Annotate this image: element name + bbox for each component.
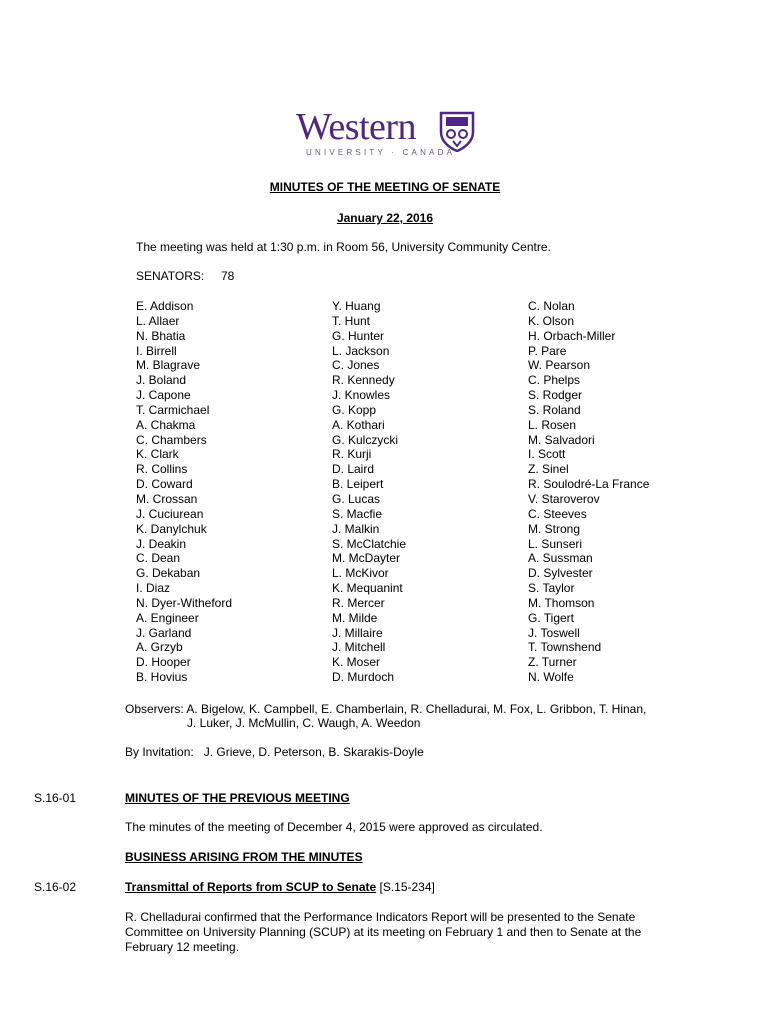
senator-name: C. Nolan: [528, 299, 575, 313]
senator-name: D. Hooper: [136, 655, 191, 670]
senator-name: J. Boland: [136, 373, 187, 388]
senator-name: J. Millaire: [332, 625, 383, 640]
senator-name: G. Hunter: [332, 328, 385, 343]
senator-name: G. Dekaban: [136, 566, 201, 581]
senator-name: K. Olson: [528, 313, 575, 328]
senators-heading: [136, 269, 234, 284]
senator-name: G. Kulczycki: [332, 432, 399, 447]
senator-name: N. Wolfe: [528, 670, 574, 685]
senator-name: V. Staroverov: [528, 491, 600, 506]
senator-name: L. McKivor: [332, 566, 389, 581]
senator-name: R. Collins: [136, 462, 188, 477]
senator-name: R. Mercer: [332, 595, 385, 610]
senator-name: D. Murdoch: [332, 670, 395, 685]
previous-minutes-text: The minutes of the meeting of December 4, 2015 were approved as circulated.: [125, 820, 543, 834]
senator-name: M. Thomson: [528, 595, 595, 610]
item-code-s16-02: S.16-02: [34, 880, 77, 894]
senator-name: T. Hunt: [332, 313, 371, 328]
senator-name: N. Dyer-Witheford: [136, 595, 233, 610]
senator-name: I. Scott: [528, 447, 566, 462]
section-heading-previous-minutes: MINUTES OF THE PREVIOUS MEETING: [125, 791, 350, 805]
senator-name: C. Phelps: [528, 373, 581, 388]
senator-name: Z. Sinel: [528, 462, 569, 477]
senator-name: M. Crossan: [136, 491, 198, 506]
senator-name: K. Danylchuk: [136, 521, 207, 536]
senator-name: A. Grzyb: [136, 640, 183, 655]
senator-name: L. Rosen: [528, 417, 577, 432]
senator-name: I. Birrell: [136, 343, 177, 358]
senator-name: C. Dean: [136, 551, 181, 566]
senator-name: I. Diaz: [136, 581, 171, 596]
senator-name: L. Allaer: [136, 313, 180, 328]
senator-name: T. Townshend: [528, 640, 602, 655]
senator-name: R. Soulodré-La France: [528, 477, 650, 492]
observers-line-2: J. Luker, J. McMullin, C. Waugh, A. Weedon: [187, 716, 421, 730]
logo-subtitle: UNIVERSITY · CANADA: [306, 148, 456, 157]
senator-name: R. Kurji: [332, 447, 372, 462]
senator-name: P. Pare: [528, 343, 567, 358]
senator-name: Z. Turner: [528, 655, 577, 670]
senator-name: L. Sunseri: [528, 536, 583, 551]
senator-name: J. Mitchell: [332, 640, 386, 655]
observers-line-1: Observers: A. Bigelow, K. Campbell, E. Chamberlain, R. Chelladurai, M. Fox, L. Gribbon, T. Hinan,: [125, 702, 647, 716]
senator-name: K. Moser: [332, 655, 381, 670]
senator-name: J. Garland: [136, 625, 192, 640]
invitation-text: By Invitation: J. Grieve, D. Peterson, B. Skarakis-Doyle: [125, 745, 424, 759]
senator-name: M. Strong: [528, 521, 581, 536]
senators-label: SENATORS:: [136, 269, 205, 283]
senator-name: E. Addison: [136, 299, 194, 313]
senator-name: B. Hovius: [136, 670, 188, 685]
senator-name: D. Coward: [136, 477, 193, 492]
senator-name: L. Jackson: [332, 343, 390, 358]
senator-name: R. Kennedy: [332, 373, 395, 388]
transmittal-text: R. Chelladurai confirmed that the Performance Indicators Report will be presented to the Senate Committee on University Planning (SCUP) at its meeting on February 1 and then to Senate at the February 12 meeting.: [125, 910, 642, 954]
western-logo: [296, 108, 486, 158]
senator-name: G. Kopp: [332, 402, 377, 417]
senator-name: J. Cuciurean: [136, 506, 204, 521]
senator-name: A. Chakma: [136, 417, 196, 432]
senator-name: S. Roland: [528, 402, 581, 417]
senator-name: J. Knowles: [332, 388, 391, 403]
logo-wordmark: Western: [296, 106, 417, 148]
senator-name: A. Engineer: [136, 610, 199, 625]
senator-name: G. Lucas: [332, 491, 381, 506]
senators-column-1: [136, 299, 232, 685]
senator-name: M. Milde: [332, 610, 378, 625]
senator-name: Y. Huang: [332, 299, 381, 313]
senator-name: K. Clark: [136, 447, 179, 462]
senator-name: B. Leipert: [332, 477, 384, 492]
senator-name: G. Tigert: [528, 610, 575, 625]
senator-name: J. Toswell: [528, 625, 580, 640]
senator-name: H. Orbach-Miller: [528, 328, 616, 343]
transmittal-reference: [S.15-234]: [376, 880, 435, 894]
senator-name: S. Rodger: [528, 388, 583, 403]
senator-name: K. Mequanint: [332, 581, 403, 596]
page-title: MINUTES OF THE MEETING OF SENATE: [269, 180, 501, 194]
senator-name: D. Sylvester: [528, 566, 593, 581]
transmittal-heading: Transmittal of Reports from SCUP to Senate: [125, 880, 377, 894]
senator-name: M. McDayter: [332, 551, 401, 566]
item-code-s16-01: S.16-01: [34, 791, 77, 805]
section-heading-business-arising: BUSINESS ARISING FROM THE MINUTES: [125, 850, 363, 864]
senator-name: J. Malkin: [332, 521, 380, 536]
senator-name: C. Steeves: [528, 506, 587, 521]
senator-name: S. Taylor: [528, 581, 575, 596]
senator-name: M. Salvadori: [528, 432, 595, 447]
senator-name: S. McClatchie: [332, 536, 407, 551]
senators-column-3: [528, 299, 649, 685]
senator-name: C. Chambers: [136, 432, 207, 447]
senator-name: C. Jones: [332, 358, 380, 373]
senator-name: J. Capone: [136, 388, 191, 403]
senator-name: M. Blagrave: [136, 358, 201, 373]
senator-name: N. Bhatia: [136, 328, 186, 343]
meeting-date: January 22, 2016: [336, 211, 434, 225]
senator-name: T. Carmichael: [136, 402, 210, 417]
senators-column-2: [332, 299, 406, 685]
senator-name: J. Deakin: [136, 536, 187, 551]
transmittal-heading-line: [125, 880, 435, 895]
senator-name: D. Laird: [332, 462, 375, 477]
senator-name: A. Sussman: [528, 551, 593, 566]
senators-count: 78: [220, 269, 235, 283]
senator-name: S. Macfie: [332, 506, 383, 521]
senator-name: W. Pearson: [528, 358, 591, 373]
intro-text: The meeting was held at 1:30 p.m. in Room 56, University Community Centre.: [136, 240, 551, 254]
senator-name: A. Kothari: [332, 417, 385, 432]
